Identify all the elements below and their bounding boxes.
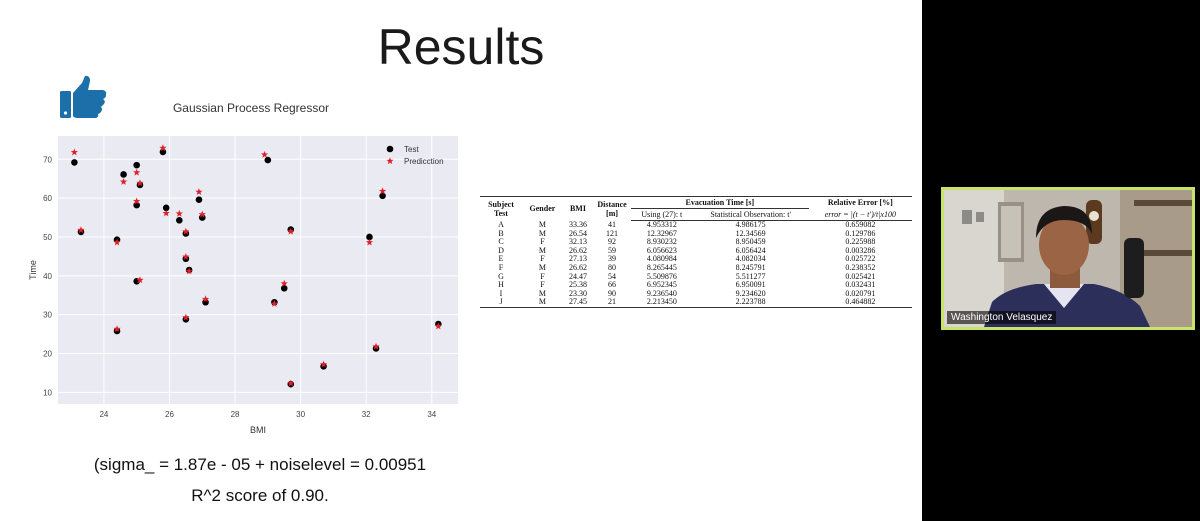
table-cell: 66 xyxy=(608,280,617,290)
table-cell: 23.30 xyxy=(568,288,587,298)
table-cell: M xyxy=(538,219,546,229)
x-tick-label: 34 xyxy=(427,410,437,419)
kernel-parameters-text: (sigma_ = 1.87e - 05 + noiselevel = 0.00951 xyxy=(93,455,427,474)
table-cell: 27.13 xyxy=(568,254,587,264)
table-cell: 41 xyxy=(608,219,617,229)
table-cell: 90 xyxy=(608,288,617,298)
table-cell: 4.080984 xyxy=(646,254,677,264)
y-tick-label: 70 xyxy=(43,155,52,165)
test-point xyxy=(176,217,183,224)
table-cell: 6.056623 xyxy=(646,245,677,255)
y-tick-label: 40 xyxy=(43,271,52,281)
y-tick-label: 30 xyxy=(43,310,52,320)
slide-title: Results xyxy=(377,19,545,75)
table-cell: 0.464882 xyxy=(809,298,912,307)
table-cell: 5.511277 xyxy=(735,271,766,281)
x-tick-label: 32 xyxy=(361,410,371,419)
table-cell: G xyxy=(498,271,504,281)
y-tick-label: 20 xyxy=(43,349,52,359)
header-distance: Distance [m] xyxy=(593,197,631,221)
table-cell: 39 xyxy=(608,254,617,264)
table-cell: 8.950459 xyxy=(735,237,766,247)
webcam-tile[interactable] xyxy=(941,187,1195,330)
table-cell: 27.45 xyxy=(563,298,593,307)
legend-marker-test xyxy=(387,146,394,153)
table-row xyxy=(480,298,912,307)
header-relative-error: Relative Error [%] xyxy=(809,197,912,209)
table-cell: 5.509876 xyxy=(646,271,677,281)
table-cell: 0.659082 xyxy=(845,220,876,229)
table-cell: M xyxy=(538,288,546,298)
table-cell: D xyxy=(498,245,504,255)
y-axis-label: Time xyxy=(28,260,38,280)
table-cell: J xyxy=(480,298,522,307)
table-cell: 24.47 xyxy=(568,271,587,281)
table-cell: 54 xyxy=(608,271,617,281)
table-cell: B xyxy=(498,228,504,238)
table-cell: M xyxy=(538,262,546,272)
table-cell: 0.020791 xyxy=(845,288,876,298)
table-cell: 2.223788 xyxy=(693,298,809,307)
header-statistical: Statistical Observation: t' xyxy=(693,209,809,221)
header-evacuation-time: Evacuation Time [s] xyxy=(631,197,809,209)
test-point xyxy=(71,159,78,166)
table-cell: M xyxy=(522,298,563,307)
table-cell: 26.54 xyxy=(568,228,587,238)
header-gender: Gender xyxy=(522,197,563,221)
table-cell: F xyxy=(498,262,504,272)
scatter-chart xyxy=(24,90,474,440)
table-cell: 80 xyxy=(608,262,617,272)
table-cell: 0.129786 xyxy=(845,228,876,238)
legend-label: Predicction xyxy=(404,157,444,166)
test-point xyxy=(133,162,140,169)
r2-score-text: R^2 score of 0.90. xyxy=(191,486,329,505)
test-point xyxy=(196,196,203,203)
table-cell: 8.245791 xyxy=(735,262,766,272)
table-cell: 32.13 xyxy=(568,237,587,247)
table-cell: 0.025722 xyxy=(845,254,876,264)
legend-label: Test xyxy=(404,145,419,154)
table-cell: 25.38 xyxy=(568,280,587,290)
table-cell: M xyxy=(538,228,546,238)
table-cell: 8.265445 xyxy=(646,262,677,272)
table-cell: 6.950091 xyxy=(735,280,766,290)
table-cell: 0.225988 xyxy=(845,237,876,247)
table-cell: I xyxy=(499,288,503,298)
table-cell: 9.236540 xyxy=(646,288,677,298)
results-table xyxy=(480,196,912,308)
table-cell: 92 xyxy=(608,237,617,247)
table-cell: F xyxy=(540,280,545,290)
test-point xyxy=(265,157,272,164)
x-tick-label: 24 xyxy=(99,410,109,419)
y-tick-label: 50 xyxy=(43,232,52,242)
table-cell: 9.234620 xyxy=(735,288,766,298)
table-cell: 0.238352 xyxy=(845,262,876,272)
table-cell: 26.62 xyxy=(568,245,587,255)
table-cell: 8.930232 xyxy=(646,237,677,247)
table-cell: 2.213450 xyxy=(631,298,693,307)
table-cell: 33.36 xyxy=(568,219,587,229)
table-cell: E xyxy=(498,254,504,264)
plot-area xyxy=(58,136,458,404)
test-point xyxy=(281,285,288,292)
participant-name: Washington Velasquez xyxy=(947,311,1056,324)
table-cell: 4.953312 xyxy=(646,220,677,229)
y-tick-label: 10 xyxy=(43,388,52,398)
table-cell: 0.025421 xyxy=(845,271,876,281)
table-cell: 26.62 xyxy=(568,262,587,272)
header-bmi: BMI xyxy=(563,197,593,221)
table-cell: F xyxy=(540,254,545,264)
x-tick-label: 28 xyxy=(230,410,240,419)
table-cell: H xyxy=(498,280,504,290)
y-tick-label: 60 xyxy=(43,194,52,204)
test-point xyxy=(120,171,127,178)
table-cell: 21 xyxy=(593,298,631,307)
header-subject: Subject Test xyxy=(480,197,522,221)
table-cell: 6.952345 xyxy=(646,280,677,290)
table-cell: A xyxy=(498,219,504,229)
header-relerr-formula: error = |(t − t')/t|x100 xyxy=(809,209,912,221)
table-cell: 4.082034 xyxy=(735,254,766,264)
x-tick-label: 26 xyxy=(165,410,174,419)
table-cell: 4.986175 xyxy=(735,220,766,229)
table-cell: F xyxy=(540,237,545,247)
table-cell: 12.32967 xyxy=(646,228,677,238)
table-cell: 59 xyxy=(608,245,617,255)
speaker-video xyxy=(944,190,1192,327)
table-cell: M xyxy=(538,245,546,255)
header-using: Using (27): t xyxy=(631,209,693,221)
table-cell: 12.34569 xyxy=(735,228,766,238)
table-cell: C xyxy=(498,237,504,247)
table-cell: 121 xyxy=(606,228,619,238)
chart-title: Gaussian Process Regressor xyxy=(172,101,330,115)
test-point xyxy=(379,193,386,200)
table-cell: 0.032431 xyxy=(845,280,876,290)
table-cell: 6.056424 xyxy=(735,245,766,255)
x-tick-label: 30 xyxy=(296,410,306,419)
table-cell: 0.003286 xyxy=(845,245,876,255)
table-cell: F xyxy=(540,271,545,281)
x-axis-label: BMI xyxy=(249,425,267,435)
